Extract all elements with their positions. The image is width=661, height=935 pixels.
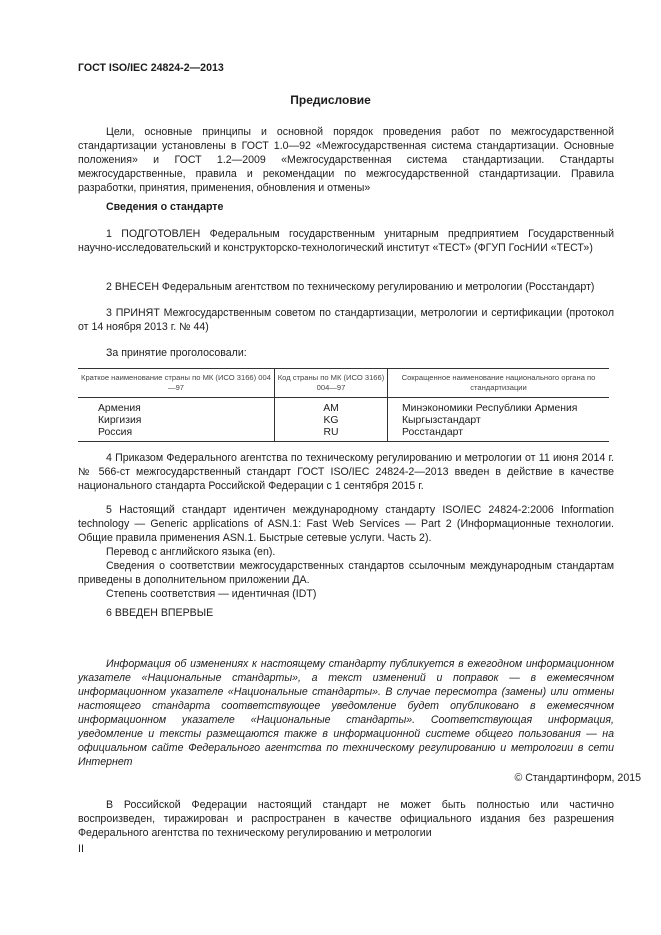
country-name: Россия: [78, 427, 275, 442]
section-heading-block: [78, 200, 614, 214]
country-code: AM: [275, 398, 388, 415]
vote-label: За принятие проголосовали:: [106, 347, 247, 359]
item-5-translation: Перевод с английского языка (en).: [106, 546, 276, 558]
country-code: KG: [275, 415, 388, 427]
item-1-prepared: 1 ПОДГОТОВЛЕН Федеральным государственным унитарным предприятием Государственный научно-исследовательский и конструкторско-технологический институт «ТЕСТ» (ФГУП ГосНИИ «ТЕСТ»): [78, 228, 614, 254]
changes-notice: Информация об изменениях к настоящему стандарту публикуется в ежегодном информационном указателе «Национальные стандарты», а текст изменений и поправок — в ежемесячном информационном указателе «Национальные стандарты». В случае пересмотра (замены) или отмены настоящего стандарта соответствующее уведомление будет опубликовано в ежемесячном информационном указателе «Национальные стандарты». Соответствующая информация, уведомление и тексты размещаются также в информационной системе общего пользования — на официальном сайте Федерального агентства по техническому регулированию и метрологии в сети Интернет: [78, 658, 614, 768]
page-title: Предисловие: [290, 93, 371, 107]
item-4-block: [78, 451, 614, 493]
item-4-order: 4 Приказом Федерального агентства по техническому регулированию и метрологии от 11 июня 2014 г. № 566-ст межгосударственный стандарт ГОСТ ISO/IEC 24824-2—2013 введен в действие в качестве национального стандарта Российской Федерации с 1 сентября 2015 г.: [78, 452, 614, 492]
section-heading: Сведения о стандарте: [106, 201, 224, 213]
header-national-body: Сокращенное наименование национального органа по стандартизации: [388, 369, 610, 398]
copyright-line: © Стандартинформ, 2015: [514, 772, 641, 784]
table-row: [78, 398, 609, 415]
item-2-block: [78, 280, 614, 294]
item-6-first-introduced: 6 ВВЕДЕН ВПЕРВЫЕ: [106, 607, 214, 619]
page-number: II: [78, 843, 84, 855]
standard-code-header: ГОСТ ISO/IEC 24824-2—2013: [78, 62, 224, 74]
table-row: [78, 415, 609, 427]
item-2-introduced: 2 ВНЕСЕН Федеральным агентством по техническому регулированию и метрологии (Росстандарт): [106, 281, 595, 293]
intro-paragraph: [78, 125, 614, 195]
voting-table: [78, 368, 609, 442]
intro-text: Цели, основные принципы и основной порядок проведения работ по межгосударственной стандартизации установлены в ГОСТ 1.0—92 «Межгосударственная система стандартизации. Основные положения» и ГОСТ 1.2—2009 «Межгосударственная система стандартизации. Стандарты межгосударственные, правила и рекомендации по межгосударственной стандартизации. Правила разработки, принятия, применения, обновления и отмены»: [78, 126, 614, 194]
header-country-code: Код страны по МК (ИСО 3166) 004—97: [275, 369, 388, 398]
national-body: Кыргызстандарт: [388, 415, 610, 427]
table-row: [78, 427, 609, 442]
item-5-references: Сведения о соответствии межгосударственных стандартов ссылочным международным стандартам приведены в дополнительном приложении ДА.: [78, 560, 614, 586]
table-header-row: [78, 369, 609, 398]
national-body: Минэкономики Республики Армения: [388, 398, 610, 415]
item-5-degree: Степень соответствия — идентичная (IDT): [106, 588, 317, 600]
item-5-block: [78, 503, 614, 601]
changes-notice-block: [78, 657, 614, 769]
item-1-block: [78, 227, 614, 255]
header-country-name: Краткое наименование страны по МК (ИСО 3166) 004—97: [78, 369, 275, 398]
item-3-block: [78, 306, 614, 334]
national-body: Росстандарт: [388, 427, 610, 442]
item-3-adopted: 3 ПРИНЯТ Межгосударственным советом по стандартизации, метрологии и сертификации (протокол от 14 ноября 2013 г. № 44): [78, 307, 614, 333]
country-name: Армения: [98, 403, 141, 414]
restriction-block: [78, 798, 614, 840]
restriction-text: В Российской Федерации настоящий стандарт не может быть полностью или частично воспроизведен, тиражирован и распространен в качестве официального издания без разрешения Федерального агентства по техническому регулированию и метрологии: [78, 799, 614, 839]
country-name: Киргизия: [98, 414, 142, 426]
country-code: RU: [275, 427, 388, 442]
item-5-identical: 5 Настоящий стандарт идентичен международному стандарту ISO/IEC 24824-2:2006 Information technology — Generic applications of ASN.1: Fast Web Services — Part 2 (Информационные технологии. Общие правила применения ASN.1. Быстрые сетевые услуги. Часть 2).: [78, 504, 614, 544]
item-6-block: [78, 606, 614, 620]
vote-label-block: [78, 346, 614, 360]
